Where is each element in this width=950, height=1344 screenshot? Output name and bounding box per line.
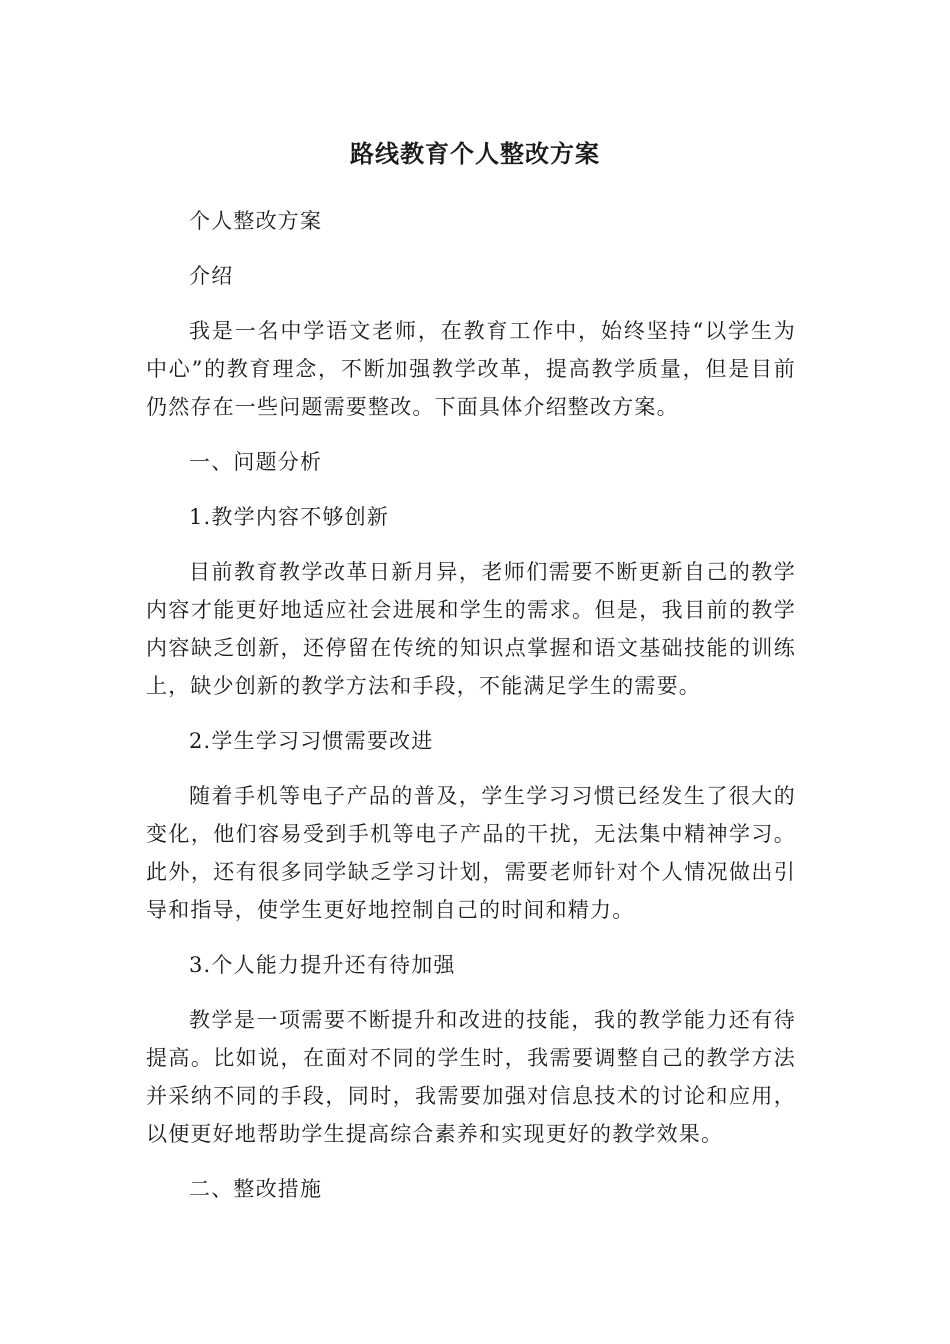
paragraph-2: 随着手机等电子产品的普及，学生学习习惯已经发生了很大的变化，他们容易受到手机等电子产品的干扰，无法集中精神学习。此外，还有很多同学缺乏学习计划，需要老师针对个人情况做出引导和指导，使学生更好地控制自己的时间和精力。: [146, 784, 796, 922]
subheading-1: 1.教学内容不够创新: [189, 505, 390, 529]
paragraph-heading-intro: 介绍: [189, 264, 234, 288]
paragraph-subtitle: 个人整改方案: [189, 209, 323, 233]
section-heading-measures: 二、整改措施: [189, 1177, 323, 1201]
subheading-3: 3.个人能力提升还有待加强: [189, 953, 456, 977]
document-title: 路线教育个人整改方案: [350, 140, 600, 168]
paragraph-1: 目前教育教学改革日新月异，老师们需要不断更新自己的教学内容才能更好地适应社会进展和学生的需求。但是，我目前的教学内容缺乏创新，还停留在传统的知识点掌握和语文基础技能的训练上，缺少创新的教学方法和手段，不能满足学生的需要。: [146, 560, 796, 698]
paragraph-intro: 我是一名中学语文老师，在教育工作中，始终坚持“以学生为中心”的教育理念，不断加强教学改革，提高教学质量，但是目前仍然存在一些问题需要整改。下面具体介绍整改方案。: [146, 319, 796, 419]
paragraph-3: 教学是一项需要不断提升和改进的技能，我的教学能力还有待提高。比如说，在面对不同的学生时，我需要调整自己的教学方法并采纳不同的手段，同时，我需要加强对信息技术的讨论和应用，以便更好地帮助学生提高综合素养和实现更好的教学效果。: [146, 1008, 796, 1146]
document-body: [146, 202, 796, 1225]
section-heading-analysis: 一、问题分析: [189, 450, 323, 474]
subheading-2: 2.学生学习习惯需要改进: [189, 729, 434, 753]
